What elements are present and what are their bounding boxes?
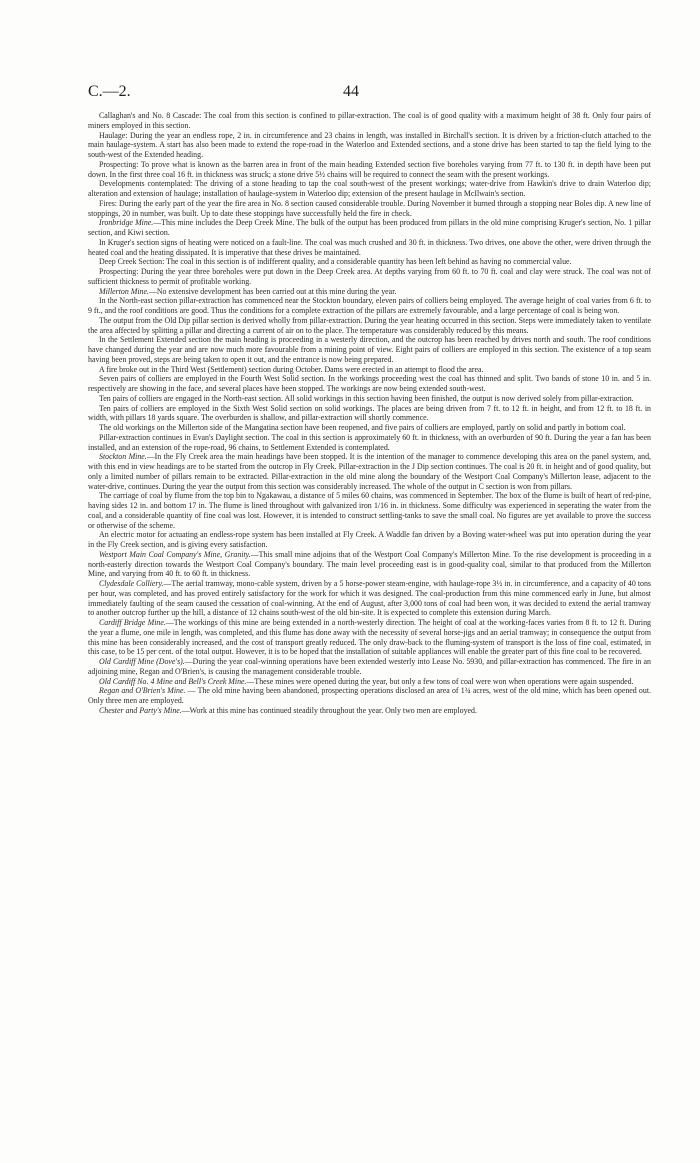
paragraph: [88, 238, 651, 258]
paragraph-text: —No extensive development has been carried out at this mine during the year.: [148, 286, 397, 296]
paragraph: [88, 433, 651, 453]
paragraph-text: —The aerial tramway, mono-cable system, driven by a 5 horse-power steam-engine, with haulage-rope 3½ in. in circumference, and a capacity of 40 tons per hour, was completed, and has proved entirely satisfactory for the work for which it was designed. The coal-production from this mine commenced early in June, but almost immediately faulting of the seam caused the cessation of coal-winning. At the end of August, after 3,000 tons of coal had been won, it was decided to extend the aerial tramway to another outcrop further up the hill, a distance of 12 chains south-west of the old bin-site. It is expected to complete this extension during March.: [88, 579, 651, 618]
paragraph-text: Fires: During the early part of the year the fire area in No. 8 section caused considerable trouble. During November it burned through a stopping near Boles dip. A new line of stoppings, 20 in number, was built. Up to date these stoppings have successfully held the fire in check.: [88, 198, 651, 218]
paragraph-text: The old workings on the Millerton side of the Mangatina section have been reopened, and five pairs of colliers are employed, partly on solid and partly in bottom coal.: [99, 423, 626, 432]
paragraph-text: Prospecting: To prove what is known as the barren area in front of the main heading Extended section five boreholes varying from 77 ft. to 130 ft. in depth have been put down. In the first three coal 16 ft. in thickness was struck; a stone drive 5½ chains will be required to connect the seam with the present workings.: [88, 159, 651, 179]
paragraph-text: —During the year coal-winning operations have been extended westerly into Lease No. 5930, and pillar-extraction has commenced. The fire in an adjoining mine, Regan and O'Brien's, is causing the management considerable trouble.: [88, 657, 652, 676]
paragraph-heading: Ironbridge Mine.: [99, 218, 154, 228]
paragraph: [88, 550, 651, 579]
paragraph: [88, 404, 651, 424]
paragraph-text: Pillar-extraction continues in Evan's Daylight section. The coal in this section is approximately 60 ft. in thickness, with an overburden of 90 ft. During the year a fan has been installed, and an extension of the rope-road, 96 chains, to Settlement Extended is contemplated.: [88, 432, 651, 452]
paragraph-text: —Work at this mine has continued steadily throughout the year. Only two men are employed.: [181, 705, 477, 715]
paragraph-text: The carriage of coal by flume from the top bin to Ngakawau, a distance of 5 miles 60 chains, was commenced in September. The box of the flume is built of heart of red-pine, having sides 12 in. and bottom 17 in. The flume is lined throughout with galvanized iron 1/16 in. in thickness. Some difficulty was experienced in seperating the water from the coal, and a considerable quantity of fine coal was lost. However, it is intended to construct settling-tanks to save the small coal. No figures are yet available to prove the success or otherwise of the scheme.: [88, 491, 651, 530]
paragraph: [88, 160, 651, 180]
paragraph-text: —This mine includes the Deep Creek Mine. The bulk of the output has been produced from pillars in the old mine comprising Kruger's section, No. 1 pillar section, and Kiwi section.: [88, 218, 651, 237]
paragraph: [88, 706, 651, 716]
paragraph-text: —The workings of this mine are being extended in a north-westerly direction. The height of coal at the working-faces varies from 8 ft. to 12 ft. During the year a flume, one mile in length, was completed, and this flume has done away with the necessity of several horse-jigs and an aerial tramway; in consequence the output from this mine has been considerably increased, and the cost of transport greatly reduced. The only draw-back to the fluming-system of transport is the loss of fine coal, estimated, in this case, to be 15 per cent. of the total output. However, it is to be hoped that the installation of suitable appliances will enable the greater part of this fine coal to be recovered.: [88, 618, 651, 657]
paragraph: [88, 686, 651, 706]
paragraph: [88, 365, 651, 375]
paragraph: [88, 111, 651, 131]
paragraph: [88, 179, 651, 199]
paragraph-text: An electric motor for actuating an endless-rope system has been installed at Fly Creek. A Waddle fan driven by a Boving water-wheel was put into operation during the year in the Fly Creek section, and is giving every satisfaction.: [88, 530, 651, 549]
page-number: 44: [343, 83, 359, 100]
paragraph-text: Ten pairs of colliers are engaged in the North-east section. All solid workings in this section having been finished, the output is now derived solely from pillar-extraction.: [99, 393, 634, 403]
paragraph: [88, 316, 651, 336]
paragraph: [88, 657, 651, 677]
paragraph-text: —These mines were opened during the year, but only a few tons of coal were won when operations were again suspended.: [246, 676, 634, 686]
paragraph-text: A fire broke out in the Third West (Settlement) section during October. Dams were erected in an attempt to flood the area.: [99, 364, 484, 374]
paragraph-text: Developments contemplated: The driving of a stone heading to tap the coal south-west of the present workings; water-drive from Hawkin's drive to drain Waterloo dip; alteration and extension of haulage; installation of haulage-system in Waterloo dip; extension of the present haulage in McIlwain's section.: [88, 179, 651, 198]
paragraph-text: Prospecting: During the year three boreholes were put down in the Deep Creek area. At depths varying from 60 ft. to 70 ft. coal and clay were struck. The coal was not of sufficient thickness to permit of profitable working.: [88, 267, 651, 286]
paragraph-text: Callaghan's and No. 8 Cascade: The coal from this section is confined to pillar-extraction. The coal is of good quality with a maximum height of 38 ft. Only four pairs of miners employed in this section.: [88, 111, 651, 130]
paragraph: [88, 677, 651, 687]
paragraph-text: In the North-east section pillar-extraction has commenced near the Stockton boundary, eleven pairs of colliers being employed. The average height of coal varies from 6 ft. to 9 ft., and the roof conditions are good. Thus the conditions for a complete extraction of the pillars are extremely favourable, and a large percentage of coal is being won.: [88, 296, 651, 315]
paragraph-text: — The old mine having been abandoned, prospecting operations disclosed an area of 1¾ acres, west of the old mine, which has been opened out. Only three men are employed.: [88, 686, 651, 705]
paragraph: [88, 267, 651, 287]
paragraph: [88, 257, 651, 267]
paragraph-heading: Cardiff Bridge Mine.: [99, 618, 166, 627]
paragraph-text: —In the Fly Creek area the main headings have been stopped. It is the intention of the manager to commence developing this area on the panel system, and, with this end in view headings are to be started from the outcrop in Fly Creek. Pillar-extraction in the J Dip section continues. The coal is 20 ft. in height and of good quality, but only a limited number of pillars remain to be extracted. Pillar-extraction in the old mine along the boundary of the Westport Coal Company's Millerton lease, adjacent to the water-drive, continues. During the year the output from this section was considerably increased. The whole of the output in C section is won from pillars.: [88, 452, 651, 491]
paragraph: [88, 296, 651, 316]
paragraph: [88, 394, 651, 404]
paragraph-heading: Old Cardiff No. 4 Mine and Bell's Creek Mine.: [99, 676, 247, 686]
paragraph-text: In the Settlement Extended section the main heading is proceeding in a westerly direction, and the outcrop has been reached by drives north and south. The roof conditions have changed during the year and are now much more favourable from a mining point of view. Eight pairs of colliers are employed in this section. The existence of a top seam having been proved, steps are being taken to open it out, and the entrance is now being prepared.: [88, 335, 651, 364]
paragraph-text: Deep Creek Section: The coal in this section is of indifferent quality, and a considerable quantity has been left behind as having no commercial value.: [99, 257, 572, 267]
document-reference: C.—2.: [88, 83, 131, 100]
paragraph-heading: Millerton Mine.: [99, 286, 149, 296]
paragraph-text: Ten pairs of colliers are employed in the Sixth West Solid section on solid workings. The places are being driven from 7 ft. to 12 ft. in height, and from 12 ft. to 18 ft. in width, with pillars 18 yards square. The overburden is shallow, and pillar-extraction will shortly commence.: [88, 403, 651, 423]
paragraph: [88, 579, 651, 618]
paragraph-heading: Westport Main Coal Company's Mine, Granity.: [99, 549, 251, 559]
paragraph: [88, 530, 651, 550]
paragraph: [88, 218, 651, 238]
paragraph: [88, 618, 651, 657]
paragraph-heading: Chester and Party's Mine.: [99, 705, 182, 715]
paragraph: [88, 335, 651, 364]
paragraph-text: Haulage: During the year an endless rope, 2 in. in circumference and 23 chains in length, was installed in Birchall's section. It is driven by a friction-clutch attached to the main haulage-system. A start has also been made to extend the rope-road in the Waterloo and Extended sections, and a stone drive has been started to tap the field lying to the south-west of the Extended heading.: [88, 130, 651, 159]
paragraph: [88, 287, 651, 297]
paragraph-text: In Kruger's section signs of heating were noticed on a fault-line. The coal was much crushed and 30 ft. in thickness. Two drives, one above the other, were driven through the heated coal and the heating dissipated. It is imperative that these drives be maintained.: [88, 237, 651, 257]
paragraph: [88, 374, 651, 394]
paragraph: [88, 131, 651, 160]
document-body: [88, 111, 651, 716]
paragraph-text: The output from the Old Dip pillar section is derived wholly from pillar-extraction. During the year heating occurred in this section. Steps were immediately taken to ventilate the area affected by splitting a pillar and directing a current of air on to the place. The temperature was considerably reduced by this means.: [88, 315, 651, 335]
paragraph: [88, 491, 651, 530]
paragraph: [88, 452, 651, 491]
paragraph: [88, 199, 651, 219]
paragraph-heading: Old Cardiff Mine (Dove's).: [99, 657, 185, 666]
paragraph-text: —This small mine adjoins that of the Westport Coal Company's Millerton Mine. To the rise development is proceeding in a north-easterly direction towards the Westport Coal Company's boundary. The main level proceeding east is in good-quality coal, similar to that produced from the Millerton Mine, and varying from 40 ft. to 60 ft. in thickness.: [88, 549, 651, 579]
paragraph-heading: Regan and O'Brien's Mine.: [99, 686, 186, 696]
paragraph-heading: Clydesdale Colliery.: [99, 579, 164, 588]
paragraph-text: Seven pairs of colliers are employed in the Fourth West Solid section. In the workings proceeding west the coal has thinned and split. Two bands of stone 10 in. and 5 in. respectively are showing in the face, and several places have been stopped. The workings are now being extended south-west.: [88, 374, 651, 393]
paragraph-heading: Stockton Mine.: [99, 452, 147, 462]
paragraph: [88, 423, 651, 433]
